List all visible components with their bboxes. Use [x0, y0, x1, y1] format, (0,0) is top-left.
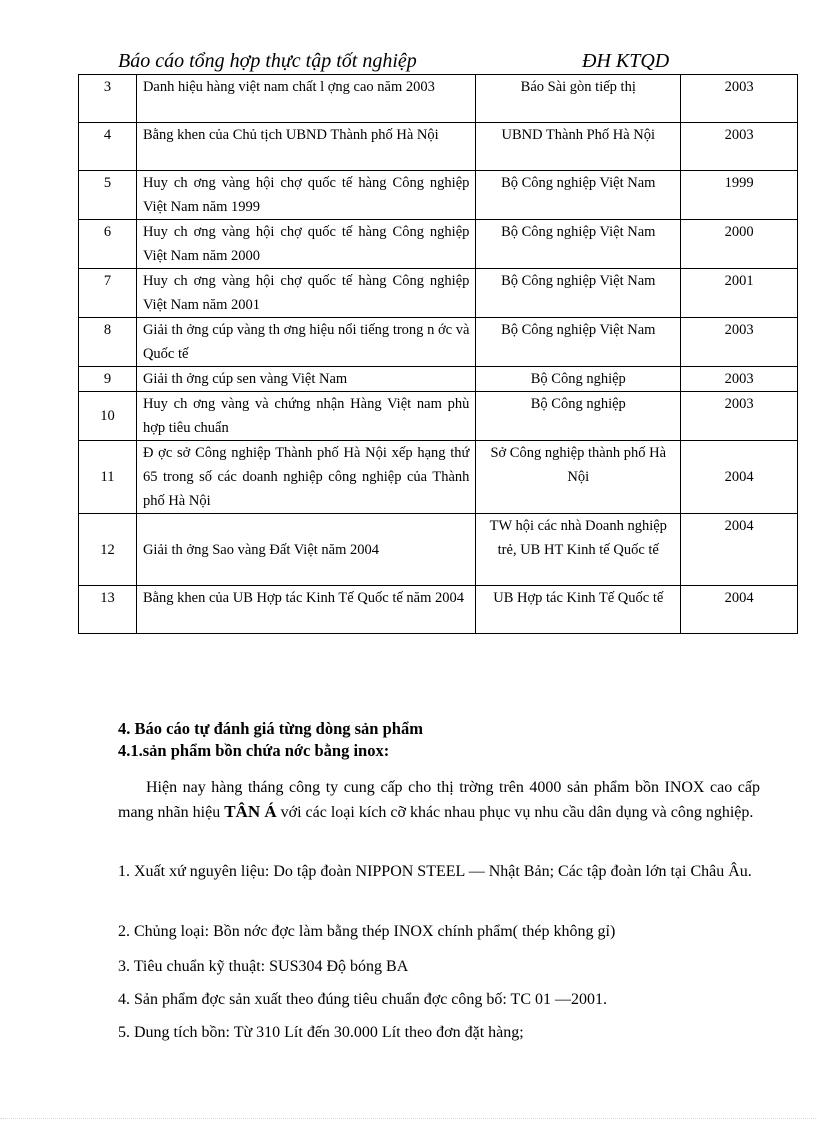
award-description: Huy ch ơng vàng hội chợ quốc tế hàng Công nghiệp Việt Nam năm 2001 [136, 269, 475, 318]
row-number: 4 [79, 123, 137, 171]
spec-item: 2. Chủng loại: Bồn nớc đợc làm bằng thép INOX chính phẩm( thép không gỉ) [118, 923, 616, 940]
intro-text-end: với các loại kích cỡ khác nhau phục vụ nhu cầu dân dụng và công nghiệp. [276, 804, 754, 821]
table-row [79, 123, 798, 171]
award-organization: TW hội các nhà Doanh nghiệp trẻ, UB HT Kinh tế Quốc tế [476, 514, 681, 586]
award-year: 1999 [681, 171, 798, 220]
section-subheading: 4.1.sản phẩm bồn chứa nớc bằng inox: [118, 741, 390, 760]
award-organization: UB Hợp tác Kinh Tế Quốc tế [476, 586, 681, 634]
award-year: 2003 [681, 392, 798, 441]
award-description: Danh hiệu hàng việt nam chất l ợng cao năm 2003 [136, 75, 475, 123]
row-number: 6 [79, 220, 137, 269]
award-year: 2003 [681, 75, 798, 123]
award-organization: Bộ Công nghiệp Việt Nam [476, 220, 681, 269]
award-year: 2003 [681, 367, 798, 392]
row-number: 13 [79, 586, 137, 634]
spec-item: 5. Dung tích bồn: Từ 310 Lít đến 30.000 Lít theo đơn đặt hàng; [118, 1024, 524, 1041]
header-university: ĐH KTQD [582, 50, 670, 72]
section-heading-block [118, 718, 760, 762]
table-row [79, 269, 798, 318]
page-header [115, 50, 763, 75]
table-row [79, 318, 798, 367]
row-number: 11 [79, 441, 137, 514]
table-row [79, 75, 798, 123]
award-description: Bằng khen của UB Hợp tác Kinh Tế Quốc tế năm 2004 [136, 586, 475, 634]
award-description: Giải th ởng Sao vàng Đất Việt năm 2004 [136, 514, 475, 586]
award-organization: Bộ Công nghiệp [476, 367, 681, 392]
award-description: Giải th ởng cúp vàng th ơng hiệu nổi tiếng trong n ớc và Quốc tế [136, 318, 475, 367]
section-heading: 4. Báo cáo tự đánh giá từng dòng sản phẩm [118, 719, 423, 738]
award-organization: Bộ Công nghiệp Việt Nam [476, 171, 681, 220]
award-year: 2004 [681, 586, 798, 634]
brand-name: TÂN Á [224, 802, 277, 821]
spec-item: 4. Sản phẩm đợc sản xuất theo đúng tiêu chuẩn đợc công bố: TC 01 —2001. [118, 991, 607, 1008]
row-number: 12 [79, 514, 137, 586]
award-year: 2004 [681, 441, 798, 514]
award-organization: Báo Sài gòn tiếp thị [476, 75, 681, 123]
award-description: Huy ch ơng vàng hội chợ quốc tế hàng Công nghiệp Việt Nam năm 1999 [136, 171, 475, 220]
award-year: 2004 [681, 514, 798, 586]
spec-item: 1. Xuất xứ nguyên liệu: Do tập đoàn NIPPON STEEL — Nhật Bản; Các tập đoàn lớn tại Châu Âu. [118, 863, 752, 880]
award-year: 2001 [681, 269, 798, 318]
row-number: 8 [79, 318, 137, 367]
table-row [79, 367, 798, 392]
row-number: 10 [79, 392, 137, 441]
spec-item: 3. Tiêu chuẩn kỹ thuật: SUS304 Độ bóng BA [118, 958, 409, 975]
award-year: 2003 [681, 123, 798, 171]
award-description: Giải th ởng cúp sen vàng Việt Nam [136, 367, 475, 392]
page-bottom-divider [0, 1118, 816, 1119]
table-row [79, 514, 798, 586]
row-number: 5 [79, 171, 137, 220]
table-row [79, 171, 798, 220]
award-organization: UBND Thành Phố Hà Nội [476, 123, 681, 171]
award-description: Đ ợc sở Công nghiệp Thành phố Hà Nội xếp hạng thứ 65 trong số các doanh nghiệp công nghiệp của Thành phố Hà Nội [136, 441, 475, 514]
table-row [79, 220, 798, 269]
award-description: Huy ch ơng vàng hội chợ quốc tế hàng Công nghiệp Việt Nam năm 2000 [136, 220, 475, 269]
row-number: 9 [79, 367, 137, 392]
award-organization: Sở Công nghiệp thành phố Hà Nội [476, 441, 681, 514]
award-year: 2003 [681, 318, 798, 367]
intro-paragraph [118, 776, 760, 825]
row-number: 7 [79, 269, 137, 318]
awards-table [78, 74, 798, 634]
header-report-title: Báo cáo tổng hợp thực tập tốt nghiệp [118, 50, 417, 72]
award-organization: Bộ Công nghiệp [476, 392, 681, 441]
award-organization: Bộ Công nghiệp Việt Nam [476, 318, 681, 367]
award-description: Bằng khen của Chủ tịch UBND Thành phố Hà Nội [136, 123, 475, 171]
table-row [79, 392, 798, 441]
award-description: Huy ch ơng vàng và chứng nhận Hàng Việt nam phù hợp tiêu chuẩn [136, 392, 475, 441]
row-number: 3 [79, 75, 137, 123]
table-row [79, 586, 798, 634]
intro-text-start: Hiện nay hàng tháng công ty cung cấp cho thị trờng trên 4000 sản phẩm bồn INOX cao cấp mang nhãn hiệu [118, 779, 760, 821]
award-organization: Bộ Công nghiệp Việt Nam [476, 269, 681, 318]
award-year: 2000 [681, 220, 798, 269]
table-row [79, 441, 798, 514]
